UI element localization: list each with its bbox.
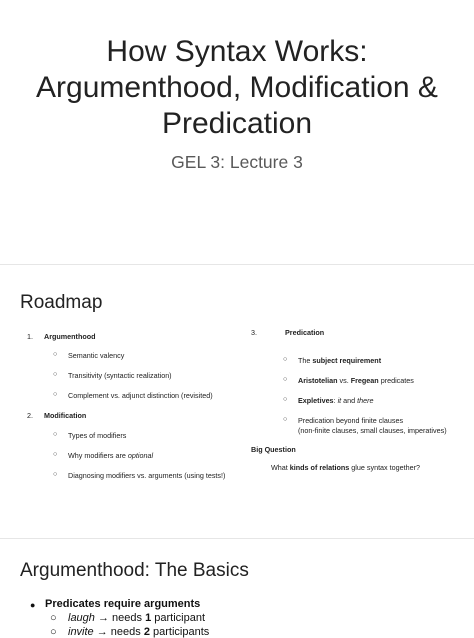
basics-sub-bullet: invite → needs 2 participants	[68, 626, 210, 638]
roadmap-item: Diagnosing modifiers vs. arguments (using tests!)	[68, 471, 226, 480]
bullet-circle-icon: ○	[53, 351, 58, 358]
bullet-circle-icon: ○	[53, 371, 58, 378]
basics-sub-bullet: laugh → needs 1 participant	[68, 612, 205, 624]
roadmap-item: Semantic valency	[68, 351, 125, 360]
roadmap-item: Aristotelian vs. Fregean predicates	[298, 376, 414, 385]
bullet-circle-icon: ○	[53, 431, 58, 438]
bullet-circle-icon: ○	[283, 356, 288, 363]
roadmap-slide	[0, 266, 474, 536]
roadmap-item: Types of modifiers	[68, 431, 127, 440]
bullet-circle-icon: ○	[53, 451, 58, 458]
section-2-title: Modification	[44, 411, 87, 420]
basics-heading: Argumenthood: The Basics	[20, 560, 249, 581]
bullet-circle-icon: ○	[50, 626, 57, 638]
basics-slide	[0, 540, 474, 638]
section-1-number: 1.	[27, 332, 33, 341]
bullet-circle-icon: ○	[50, 612, 57, 624]
roadmap-item: Expletives: it and there	[298, 396, 374, 405]
title-line-2: Argumenthood, Modification &	[36, 71, 438, 104]
bullet-circle-icon: ○	[283, 416, 288, 423]
roadmap-item: Complement vs. adjunct distinction (revisited)	[68, 391, 213, 400]
slide-title	[0, 34, 474, 142]
section-3-title: Predication	[285, 328, 325, 337]
slide-divider	[0, 538, 474, 539]
title-line-1: How Syntax Works:	[106, 35, 368, 68]
roadmap-heading: Roadmap	[20, 292, 103, 313]
section-1-title: Argumenthood	[44, 332, 96, 341]
bullet-circle-icon: ○	[53, 471, 58, 478]
roadmap-item: Transitivity (syntactic realization)	[68, 371, 172, 380]
roadmap-item: Predication beyond finite clauses	[298, 416, 404, 425]
roadmap-item: Why modifiers are optional	[68, 451, 154, 460]
bullet-circle-icon: ○	[283, 396, 288, 403]
roadmap-item-continuation: (non-finite clauses, small clauses, imperatives)	[298, 426, 447, 435]
bullet-circle-icon: ○	[283, 376, 288, 383]
basics-main-bullet: Predicates require arguments	[45, 598, 201, 610]
big-question-text: What kinds of relations glue syntax together?	[271, 463, 421, 472]
section-2-number: 2.	[27, 411, 33, 420]
section-3-number: 3.	[251, 328, 257, 337]
title-line-3: Predication	[161, 107, 313, 140]
title-slide	[0, 0, 474, 262]
slide-divider	[0, 264, 474, 265]
slide-subtitle: GEL 3: Lecture 3	[171, 152, 303, 172]
roadmap-item: The subject requirement	[298, 356, 382, 365]
big-question-label: Big Question	[251, 445, 296, 454]
bullet-filled-icon: ●	[30, 600, 36, 610]
bullet-circle-icon: ○	[53, 391, 58, 398]
